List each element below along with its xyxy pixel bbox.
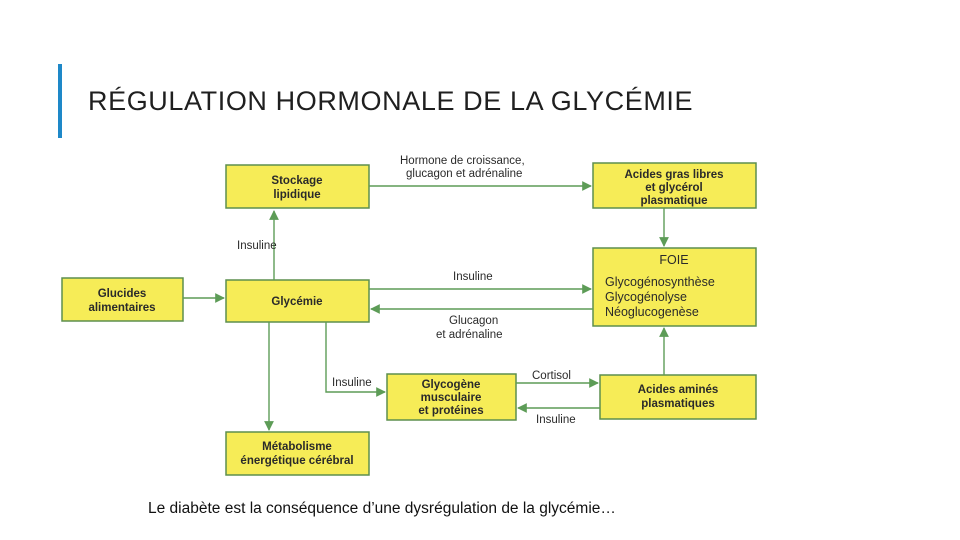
edge-label-hormone: glucagon et adrénaline xyxy=(406,168,523,180)
box-line: et glycérol xyxy=(645,182,703,194)
box-acides-amines xyxy=(600,375,756,419)
edge-label-insuline-acides-amines: Insuline xyxy=(536,414,576,426)
box-line: énergétique cérébral xyxy=(240,455,354,467)
box-line: musculaire xyxy=(420,392,482,404)
box-line: Stockage xyxy=(271,175,323,187)
box-line: Glycogène xyxy=(421,379,481,391)
box-glucides-alimentaires xyxy=(62,278,183,321)
edge-label-insuline-glycogene: Insuline xyxy=(332,377,372,389)
box-line: Glucides xyxy=(97,288,147,300)
box-line: plasmatiques xyxy=(641,398,715,410)
edge-label-glucagon: et adrénaline xyxy=(436,329,503,341)
slide-title: RÉGULATION HORMONALE DE LA GLYCÉMIE xyxy=(88,86,694,116)
box-line: et protéines xyxy=(418,405,484,417)
box-line: lipidique xyxy=(273,189,321,201)
edge-label-insuline-foie: Insuline xyxy=(453,271,493,283)
foie-line: Glycogénolyse xyxy=(605,290,687,304)
box-line: Métabolisme xyxy=(262,441,332,453)
box-acides-gras xyxy=(593,163,756,208)
edge-label-insuline-stockage: Insuline xyxy=(237,240,277,252)
box-line: alimentaires xyxy=(88,302,156,314)
foie-line: Néoglucogenèse xyxy=(605,305,699,319)
box-metabolisme-cerebral xyxy=(226,432,369,475)
foie-title: FOIE xyxy=(659,253,689,267)
edge-label-hormone: Hormone de croissance, xyxy=(400,155,525,167)
box-line: plasmatique xyxy=(640,195,708,207)
edge-label-glucagon: Glucagon xyxy=(449,315,499,327)
box-glycemie xyxy=(226,280,369,322)
box-stockage-lipidique xyxy=(226,165,369,208)
slide-caption: Le diabète est la conséquence d’une dysrégulation de la glycémie… xyxy=(148,500,616,517)
edge-label-cortisol: Cortisol xyxy=(532,370,571,382)
box-line: Acides aminés xyxy=(637,384,719,396)
box-foie xyxy=(593,248,756,326)
box-line: Acides gras libres xyxy=(624,169,724,181)
box-line: Glycémie xyxy=(271,296,323,308)
foie-line: Glycogénosynthèse xyxy=(605,275,715,289)
box-glycogene-musculaire xyxy=(387,374,516,420)
